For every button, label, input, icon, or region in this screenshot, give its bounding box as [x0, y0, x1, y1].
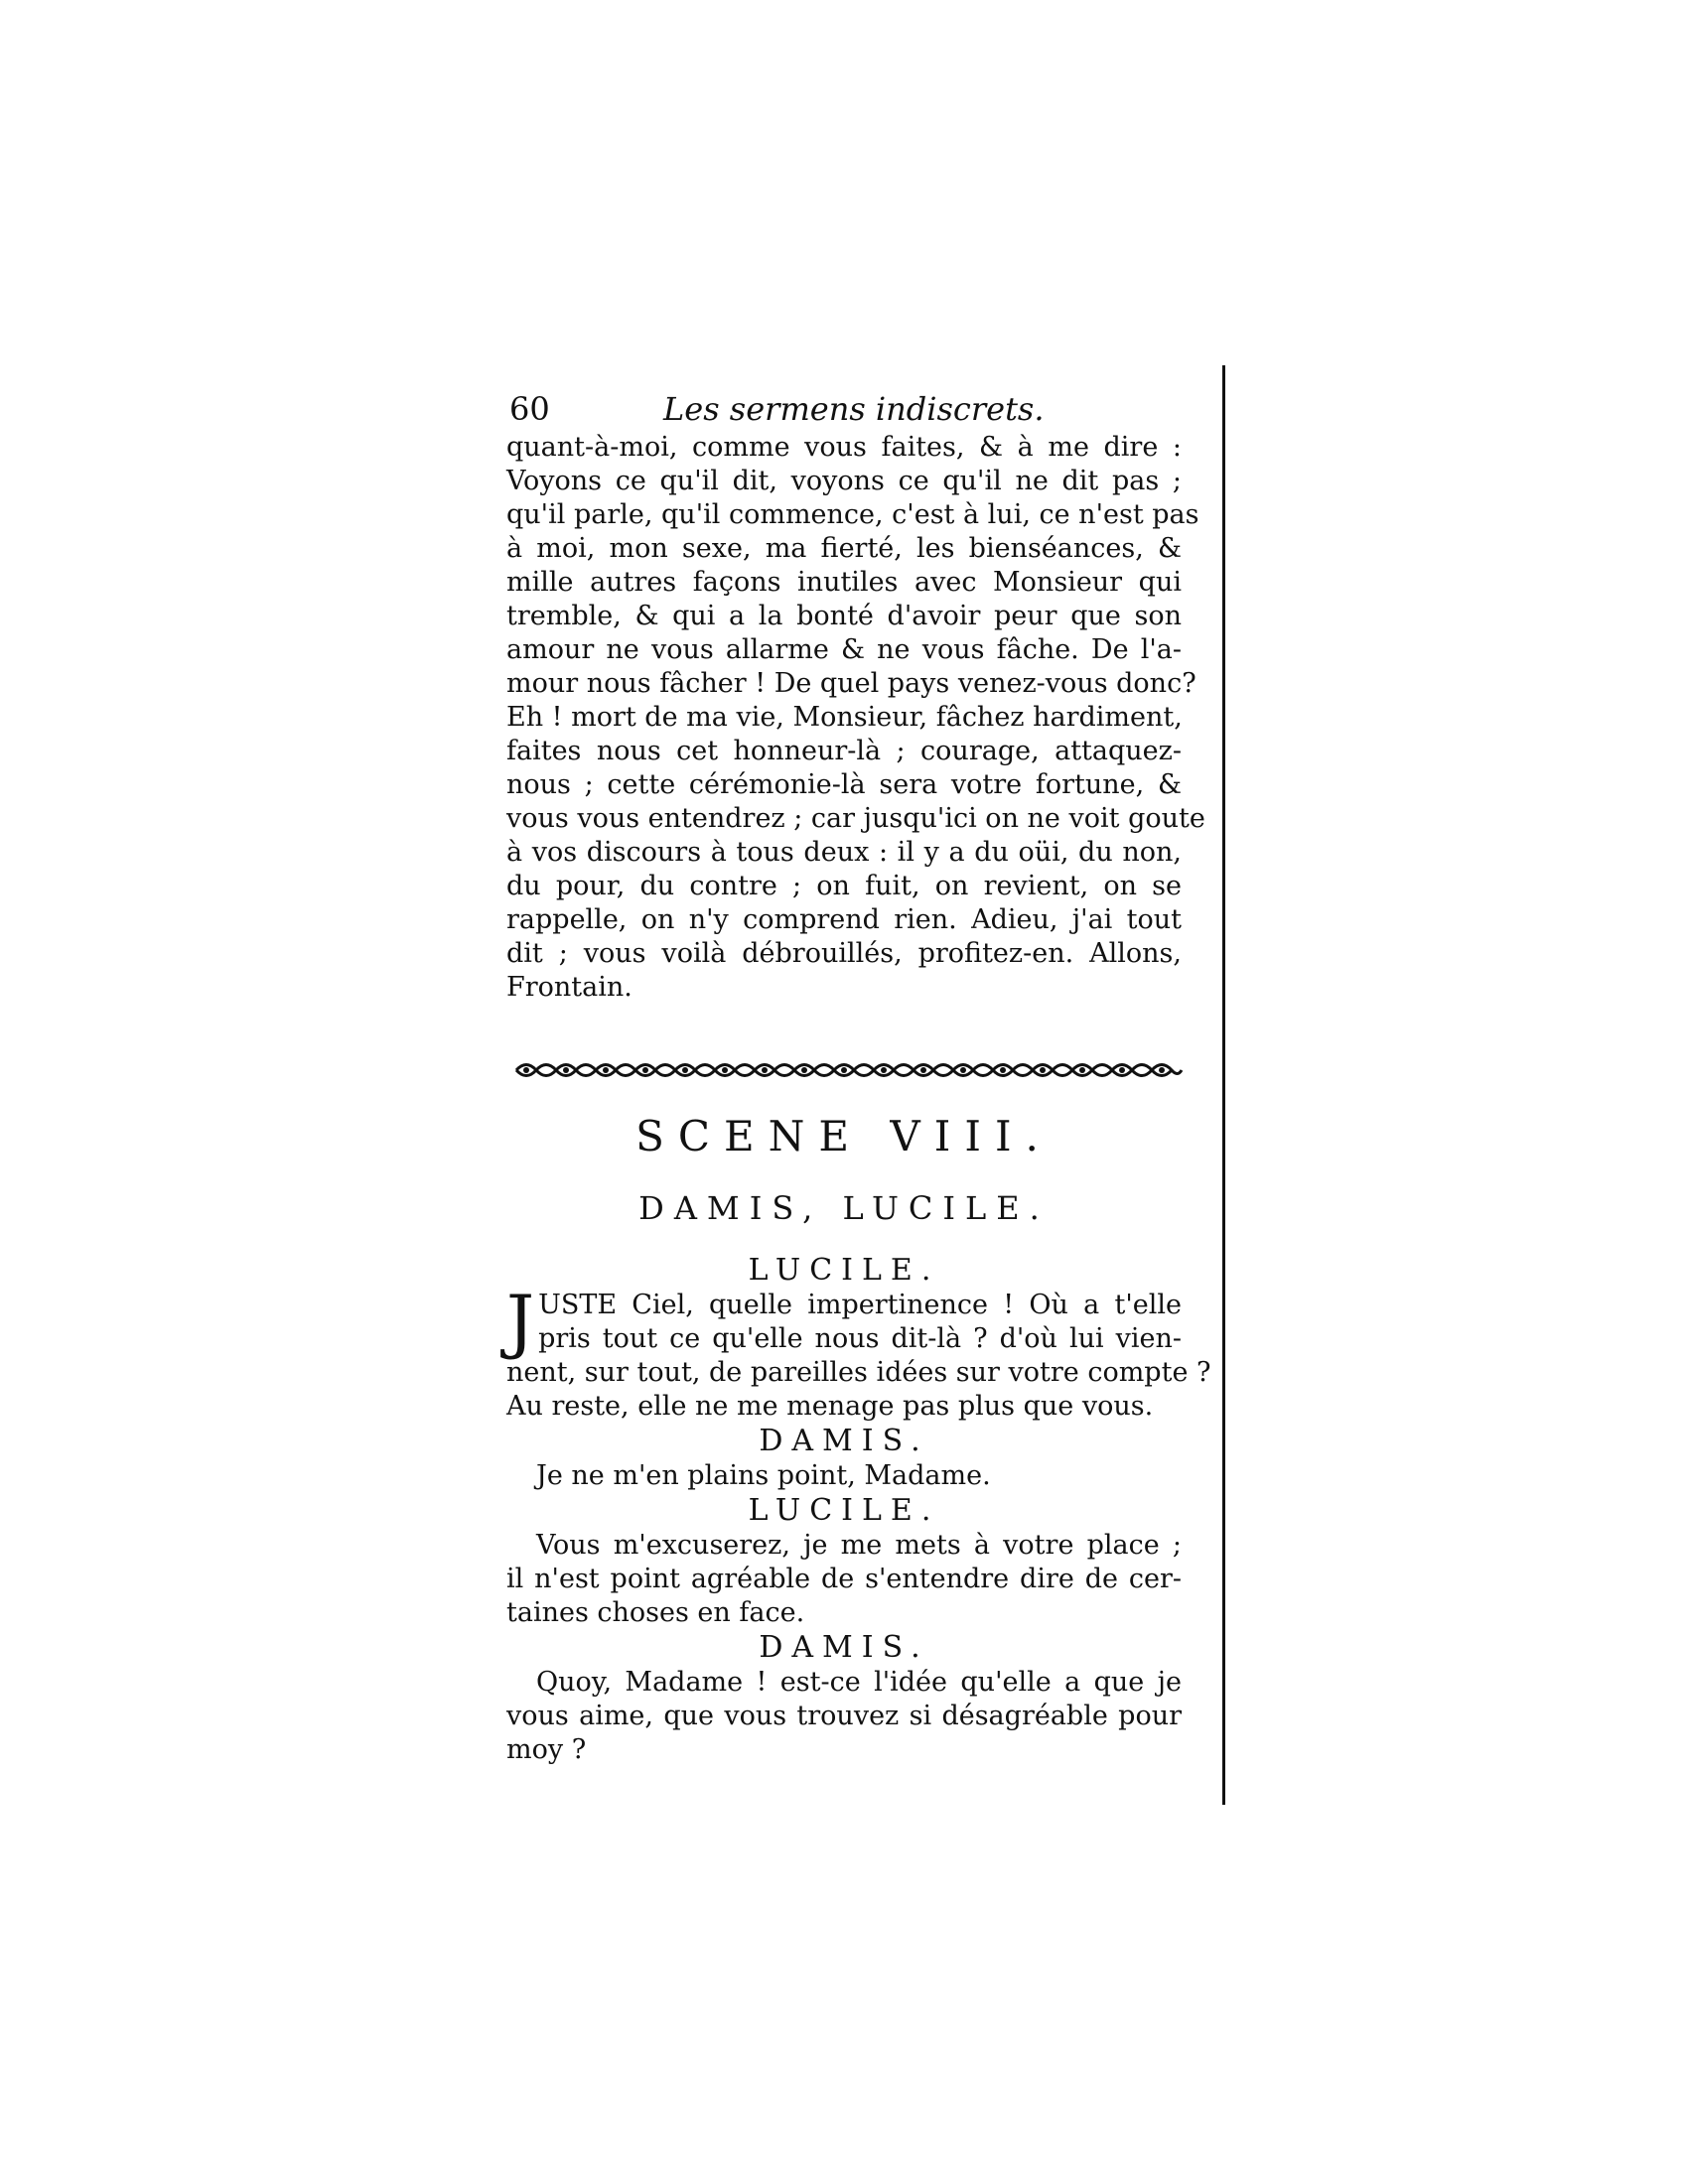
text-line: Vous m'excuserez, je me mets à votre place ; — [536, 1530, 1182, 1561]
text-line: vous aime, que vous trouvez si désagréable pour — [506, 1701, 1182, 1731]
text-line: qu'il parle, qu'il commence, c'est à lui, ce n'est pas — [506, 499, 1199, 530]
text-line: Je ne m'en plains point, Madame. — [536, 1460, 991, 1491]
page-header — [509, 389, 1204, 429]
text-line: Eh ! mort de ma vie, Monsieur, fâchez hardiment, — [506, 702, 1183, 733]
text-line: vous vous entendrez ; car jusqu'ici on ne voit goute — [506, 803, 1205, 834]
text-line: dit ; vous voilà débrouillés, profitez-en. Allons, — [506, 938, 1182, 969]
text-line: à moi, mon sexe, ma fierté, les bienséances, & — [506, 533, 1182, 564]
text-line: tremble, & qui a la bonté d'avoir peur que son — [506, 601, 1182, 631]
text-line: il n'est point agréable de s'entendre dire de cer- — [506, 1564, 1182, 1594]
speaker-name: LUCILE. — [748, 1493, 940, 1528]
ornamental-divider — [512, 1057, 1184, 1083]
running-title: Les sermens indiscrets. — [663, 390, 1045, 428]
text-line: Quoy, Madame ! est-ce l'idée qu'elle a que je — [536, 1667, 1182, 1698]
text-line: Voyons ce qu'il dit, voyons ce qu'il ne dit pas ; — [506, 466, 1182, 496]
text-line: du pour, du contre ; on fuit, on revient, on se — [506, 871, 1182, 901]
scene-title: SCENE VIII. — [635, 1112, 1053, 1160]
text-line: amour ne vous allarme & ne vous fâche. De l'a- — [506, 634, 1182, 665]
text-line: mille autres façons inutiles avec Monsieur qui — [506, 567, 1182, 598]
text-line: taines choses en face. — [506, 1597, 805, 1628]
dialogue — [506, 1253, 1211, 1767]
speech-lucile-1 — [506, 1281, 1182, 1362]
text-line: Au reste, elle ne me menage pas plus que vous. — [506, 1391, 1154, 1422]
text-line: quant-à-moi, comme vous faites, & à me dire : — [506, 432, 1182, 463]
text-line: nent, sur tout, de pareilles idées sur votre compte ? — [506, 1357, 1211, 1388]
text-line: nous ; cette cérémonie-là sera votre fortune, & — [506, 769, 1182, 800]
text-line: pris tout ce qu'elle nous dit-là ? d'où lui vien- — [538, 1323, 1182, 1354]
scene-characters: DAMIS, LUCILE. — [638, 1189, 1050, 1227]
speaker-name: LUCILE. — [748, 1253, 940, 1288]
text-line: USTE Ciel, quelle impertinence ! Où a t'elle — [538, 1290, 1182, 1320]
continued-speech — [506, 431, 1205, 1005]
text-line: faites nous cet honneur-là ; courage, attaquez- — [506, 736, 1182, 766]
page-edge-rule — [1222, 365, 1225, 1805]
text-line: rappelle, on n'y comprend rien. Adieu, j'ai tout — [506, 904, 1182, 935]
text-line: moy ? — [506, 1734, 587, 1765]
page-number: 60 — [509, 390, 550, 428]
drop-cap: J — [506, 1281, 535, 1362]
text-line: mour nous fâcher ! De quel pays venez-vous donc? — [506, 668, 1196, 699]
speaker-name: DAMIS. — [759, 1630, 929, 1665]
text-line: à vos discours à tous deux : il y a du oüi, du non, — [506, 837, 1182, 868]
text-line: Frontain. — [506, 972, 633, 1003]
speaker-name: DAMIS. — [759, 1424, 929, 1458]
